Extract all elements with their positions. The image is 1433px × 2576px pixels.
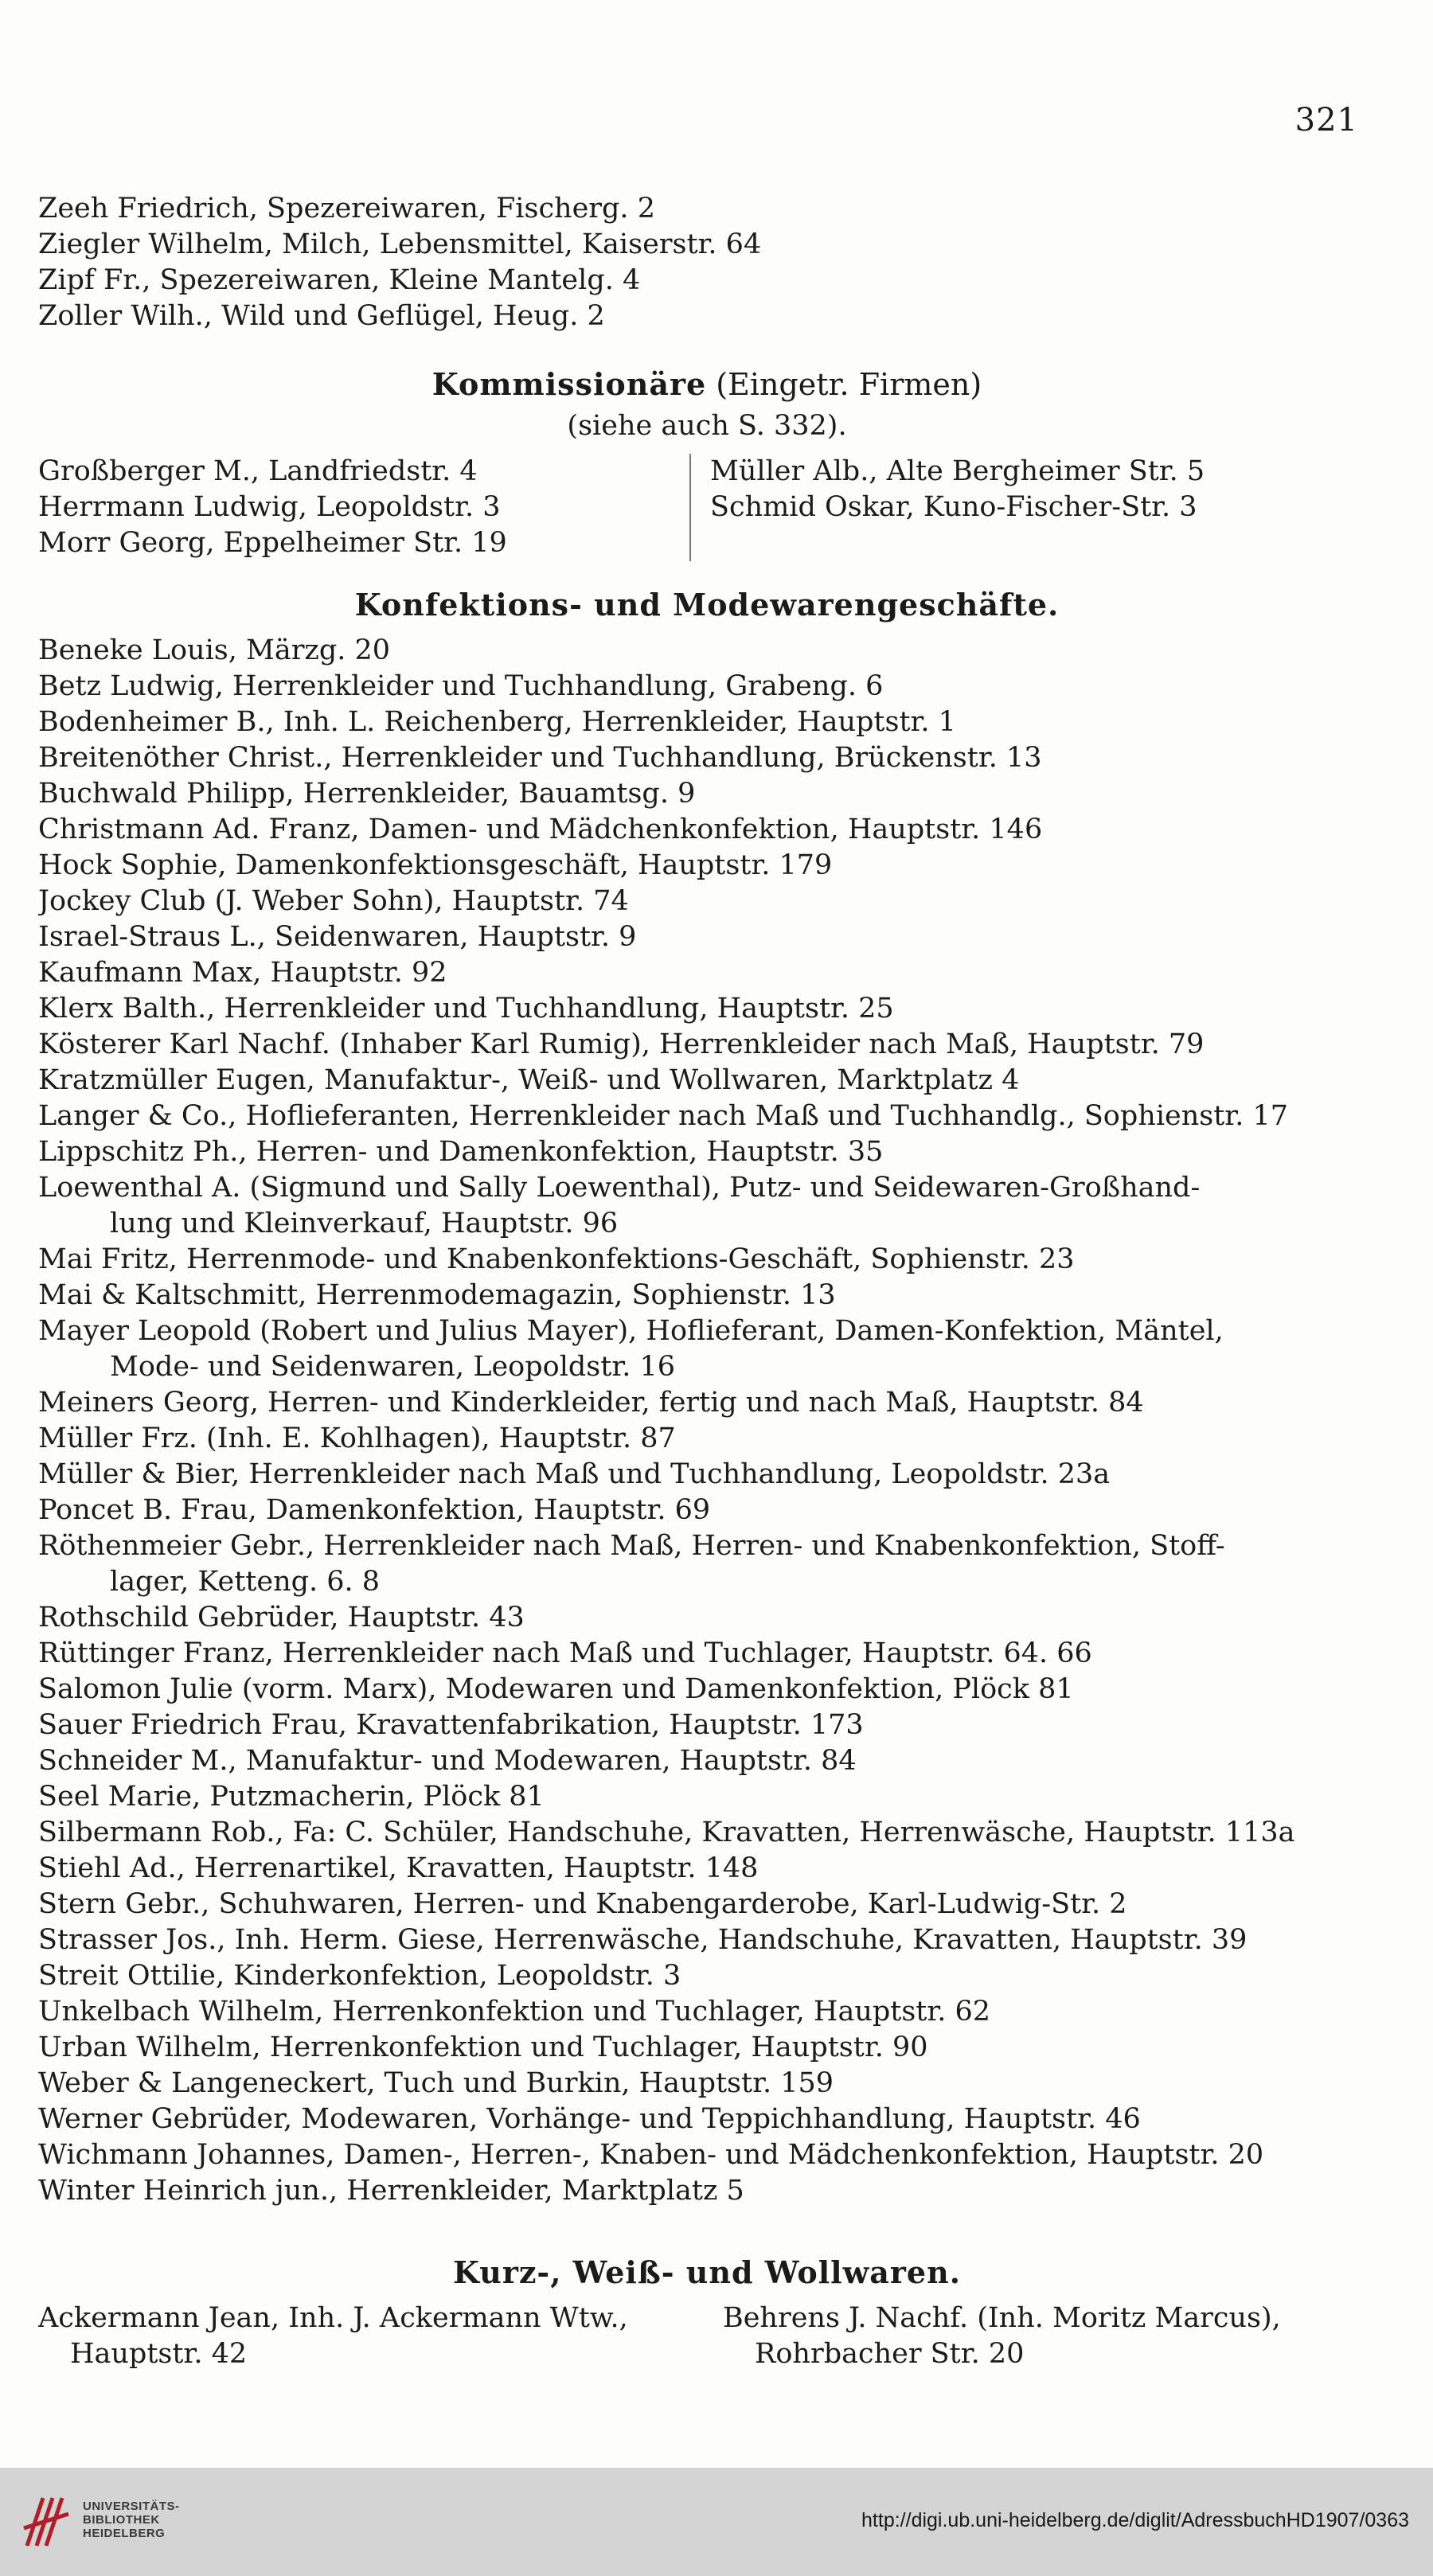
list-item-continuation: Mode- und Seidenwaren, Leopoldstr. 16 xyxy=(110,1351,675,1383)
list-item: Müller Alb., Alte Bergheimer Str. 5 xyxy=(710,455,1205,487)
page-number: 321 xyxy=(1294,102,1358,139)
logo-line: BIBLIOTHEK xyxy=(83,2513,160,2527)
list-item: Werner Gebrüder, Modewaren, Vorhänge- und Teppichhandlung, Hauptstr. 46 xyxy=(38,2103,1141,2135)
list-item: Langer & Co., Hoflieferanten, Herrenkleider nach Maß und Tuchhandlg., Sophienstr. 17 xyxy=(38,1100,1288,1132)
list-item: Ackermann Jean, Inh. J. Ackermann Wtw., xyxy=(38,2302,628,2334)
list-item: Röthenmeier Gebr., Herrenkleider nach Maß, Herren- und Knabenkonfektion, Stoff- xyxy=(38,1530,1225,1562)
list-item: Hock Sophie, Damenkonfektionsgeschäft, Hauptstr. 179 xyxy=(38,849,833,881)
list-item: Salomon Julie (vorm. Marx), Modewaren und Damenkonfektion, Plöck 81 xyxy=(38,1673,1074,1705)
list-item: Schmid Oskar, Kuno-Fischer-Str. 3 xyxy=(710,491,1197,523)
list-item: Poncet B. Frau, Damenkonfektion, Hauptstr. 69 xyxy=(38,1494,711,1526)
list-item: Breitenöther Christ., Herrenkleider und Tuchhandlung, Brückenstr. 13 xyxy=(38,742,1042,774)
list-item: Lippschitz Ph., Herren- und Damenkonfektion, Hauptstr. 35 xyxy=(38,1136,884,1168)
library-logo-text xyxy=(83,2500,180,2540)
list-item: Mai & Kaltschmitt, Herrenmodemagazin, Sophienstr. 13 xyxy=(38,1279,836,1311)
list-item: Stern Gebr., Schuhwaren, Herren- und Knabengarderobe, Karl-Ludwig-Str. 2 xyxy=(38,1888,1127,1920)
list-item: Mai Fritz, Herrenmode- und Knabenkonfektions-Geschäft, Sophienstr. 23 xyxy=(38,1243,1075,1275)
kurzwaren-left-column xyxy=(38,2301,715,2372)
list-item: Stiehl Ad., Herrenartikel, Kravatten, Hauptstr. 148 xyxy=(38,1852,759,1884)
list-item: Israel-Straus L., Seidenwaren, Hauptstr. 9 xyxy=(38,921,637,953)
list-item: Herrmann Ludwig, Leopoldstr. 3 xyxy=(38,491,501,523)
konfektion-title: Konfektions- und Modewarengeschäfte. xyxy=(354,587,1060,623)
list-item: Betz Ludwig, Herrenkleider und Tuchhandlung, Grabeng. 6 xyxy=(38,670,884,702)
list-item: Großberger M., Landfriedstr. 4 xyxy=(38,455,478,487)
list-item: Wichmann Johannes, Damen-, Herren-, Knaben- und Mädchenkonfektion, Hauptstr. 20 xyxy=(38,2139,1264,2171)
list-item: Loewenthal A. (Sigmund und Sally Loewenthal), Putz- und Seidewaren-Großhand- xyxy=(38,1172,1201,1204)
library-logo-icon xyxy=(16,2490,80,2554)
list-item: Meiners Georg, Herren- und Kinderkleider, fertig und nach Maß, Hauptstr. 84 xyxy=(38,1387,1144,1419)
list-item-continuation: Rohrbacher Str. 20 xyxy=(755,2338,1025,2370)
list-item: Streit Ottilie, Kinderkonfektion, Leopoldstr. 3 xyxy=(38,1960,681,1992)
list-item: Kösterer Karl Nachf. (Inhaber Karl Rumig), Herrenkleider nach Maß, Hauptstr. 79 xyxy=(38,1028,1205,1060)
logo-line: UNIVERSITÄTS- xyxy=(83,2500,180,2513)
list-item: Buchwald Philipp, Herrenkleider, Bauamtsg. 9 xyxy=(38,778,696,810)
kommissionaere-title: Kommissionäre xyxy=(431,366,707,402)
list-item: Müller Frz. (Inh. E. Kohlhagen), Hauptstr. 87 xyxy=(38,1423,676,1454)
kurzwaren-right-column xyxy=(715,2301,1376,2372)
list-item: Kratzmüller Eugen, Manufaktur-, Weiß- und Wollwaren, Marktplatz 4 xyxy=(38,1064,1020,1096)
kurzwaren-columns xyxy=(38,2301,1376,2372)
list-item-continuation: Hauptstr. 42 xyxy=(70,2338,248,2370)
list-item: Weber & Langeneckert, Tuch und Burkin, Hauptstr. 159 xyxy=(38,2067,834,2099)
list-item: Schneider M., Manufaktur- und Modewaren, Hauptstr. 84 xyxy=(38,1745,857,1777)
list-item: Kaufmann Max, Hauptstr. 92 xyxy=(38,957,447,989)
kommissionaere-columns xyxy=(38,454,1376,561)
list-item: Unkelbach Wilhelm, Herrenkonfektion und Tuchlager, Hauptstr. 62 xyxy=(38,1996,991,2028)
logo-line: HEIDELBERG xyxy=(83,2527,166,2540)
list-item: Müller & Bier, Herrenkleider nach Maß und Tuchhandlung, Leopoldstr. 23a xyxy=(38,1458,1111,1490)
list-item: Winter Heinrich jun., Herrenkleider, Marktplatz 5 xyxy=(38,2175,744,2207)
list-item: Klerx Balth., Herrenkleider und Tuchhandlung, Hauptstr. 25 xyxy=(38,993,894,1025)
list-item: Rüttinger Franz, Herrenkleider nach Maß und Tuchlager, Hauptstr. 64. 66 xyxy=(38,1637,1092,1669)
library-footer xyxy=(0,2468,1433,2576)
kommissionaere-subheading: (siehe auch S. 332). xyxy=(567,410,847,442)
kurzwaren-heading xyxy=(38,2253,1376,2293)
list-item: Beneke Louis, Märzg. 20 xyxy=(38,634,391,666)
list-item: Rothschild Gebrüder, Hauptstr. 43 xyxy=(38,1602,525,1633)
list-item: Morr Georg, Eppelheimer Str. 19 xyxy=(38,527,507,559)
list-item: Bodenheimer B., Inh. L. Reichenberg, Herrenkleider, Hauptstr. 1 xyxy=(38,706,956,738)
spezerei-list xyxy=(38,191,1376,334)
list-item: Mayer Leopold (Robert und Julius Mayer), Hoflieferant, Damen-Konfektion, Mäntel, xyxy=(38,1315,1224,1347)
list-item: Urban Wilhelm, Herrenkonfektion und Tuchlager, Hauptstr. 90 xyxy=(38,2032,928,2063)
kurzwaren-title: Kurz-, Weiß- und Wollwaren. xyxy=(453,2254,961,2290)
list-item: Zeeh Friedrich, Spezereiwaren, Fischerg. 2 xyxy=(38,193,655,224)
list-item: Jockey Club (J. Weber Sohn), Hauptstr. 74 xyxy=(38,885,629,917)
list-item: Zipf Fr., Spezereiwaren, Kleine Mantelg. 4 xyxy=(38,264,641,296)
list-item: Sauer Friedrich Frau, Kravattenfabrikation, Hauptstr. 173 xyxy=(38,1709,864,1741)
list-item: Silbermann Rob., Fa: C. Schüler, Handschuhe, Kravatten, Herrenwäsche, Hauptstr. 113a xyxy=(38,1817,1295,1848)
kommissionaere-heading xyxy=(38,365,1376,404)
konfektion-list xyxy=(38,633,1376,2209)
konfektion-heading xyxy=(38,585,1376,625)
list-item: Strasser Jos., Inh. Herm. Giese, Herrenwäsche, Handschuhe, Kravatten, Hauptstr. 39 xyxy=(38,1924,1248,1956)
source-url-link[interactable]: http://digi.ub.uni-heidelberg.de/diglit/AdressbuchHD1907/0363 xyxy=(861,2509,1409,2531)
list-item: Zoller Wilh., Wild und Geflügel, Heug. 2 xyxy=(38,300,605,332)
kommissionaere-title-suffix: (Eingetr. Firmen) xyxy=(706,367,982,402)
list-item: Behrens J. Nachf. (Inh. Moritz Marcus), xyxy=(723,2302,1281,2334)
list-item-continuation: lager, Ketteng. 6. 8 xyxy=(110,1566,381,1598)
kommissionaere-right-column xyxy=(691,454,1376,561)
list-item-continuation: lung und Kleinverkauf, Hauptstr. 96 xyxy=(110,1208,619,1239)
list-item: Seel Marie, Putzmacherin, Plöck 81 xyxy=(38,1781,545,1813)
kommissionaere-left-column xyxy=(38,454,691,561)
list-item: Ziegler Wilhelm, Milch, Lebensmittel, Kaiserstr. 64 xyxy=(38,228,762,260)
list-item: Christmann Ad. Franz, Damen- und Mädchenkonfektion, Hauptstr. 146 xyxy=(38,814,1043,845)
